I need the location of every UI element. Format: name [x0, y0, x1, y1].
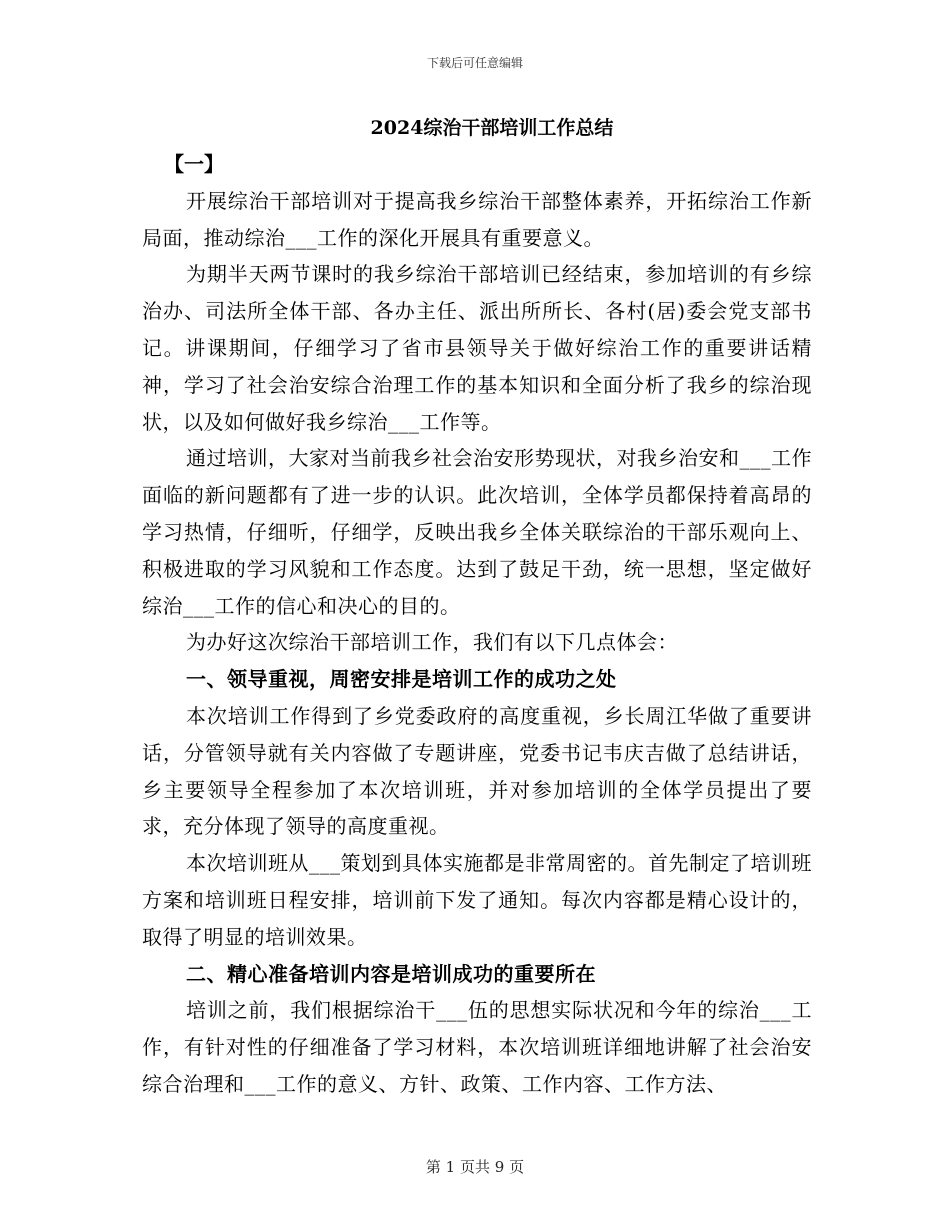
paragraph: 为办好这次综治干部培训工作，我们有以下几点体会： [186, 630, 678, 655]
document-body [142, 110, 812, 1103]
paragraph: 开展综治干部培训对于提高我乡综治干部整体素养，开拓综治工作新局面，推动综治___工作的深化开展具有重要意义。 [142, 188, 812, 250]
paragraph: 通过培训，大家对当前我乡社会治安形势现状，对我乡治安和___工作面临的新问题都有了进一步的认识。此次培训，全体学员都保持着高昂的学习热情，仔细听，仔细学，反映出我乡全体关联综治的干部乐观向上、积极进取的学习风貌和工作态度。达到了鼓足干劲，统一思想，坚定做好综治___工作的信心和决心的目的。 [142, 446, 812, 618]
paragraph: 为期半天两节课时的我乡综治干部培训已经结束，参加培训的有乡综治办、司法所全体干部、各办主任、派出所所长、各村(居)委会党支部书记。讲课期间，仔细学习了省市县领导关于做好综治工作的重要讲话精神，学习了社会治安综合治理工作的基本知识和全面分析了我乡的综治现状，以及如何做好我乡综治___工作等。 [142, 262, 812, 434]
paragraph: 本次培训班从___策划到具体实施都是非常周密的。首先制定了培训班方案和培训班日程安排，培训前下发了通知。每次内容都是精心设计的，取得了明显的培训效果。 [142, 851, 812, 949]
section-heading-1: 一、领导重视，周密安排是培训工作的成功之处 [186, 667, 617, 692]
document-title: 2024综治干部培训工作总结 [370, 117, 614, 139]
section-heading-2: 二、精心准备培训内容是培训成功的重要所在 [186, 961, 596, 986]
page-footer-number: 第 1 页共 9 页 [425, 1158, 525, 1176]
section-marker: 【一】 [164, 152, 224, 176]
paragraph: 培训之前，我们根据综治干___伍的思想实际状况和今年的综治___工作，有针对性的仔细准备了学习材料，本次培训班详细地讲解了社会治安综合治理和___工作的意义、方针、政策、工作内容、工作方法、 [142, 998, 812, 1096]
paragraph: 本次培训工作得到了乡党委政府的高度重视，乡长周江华做了重要讲话，分管领导就有关内容做了专题讲座，党委书记韦庆吉做了总结讲话，乡主要领导全程参加了本次培训班，并对参加培训的全体学员提出了要求，充分体现了领导的高度重视。 [142, 703, 812, 839]
page-header-note: 下载后可任意编辑 [426, 56, 523, 70]
